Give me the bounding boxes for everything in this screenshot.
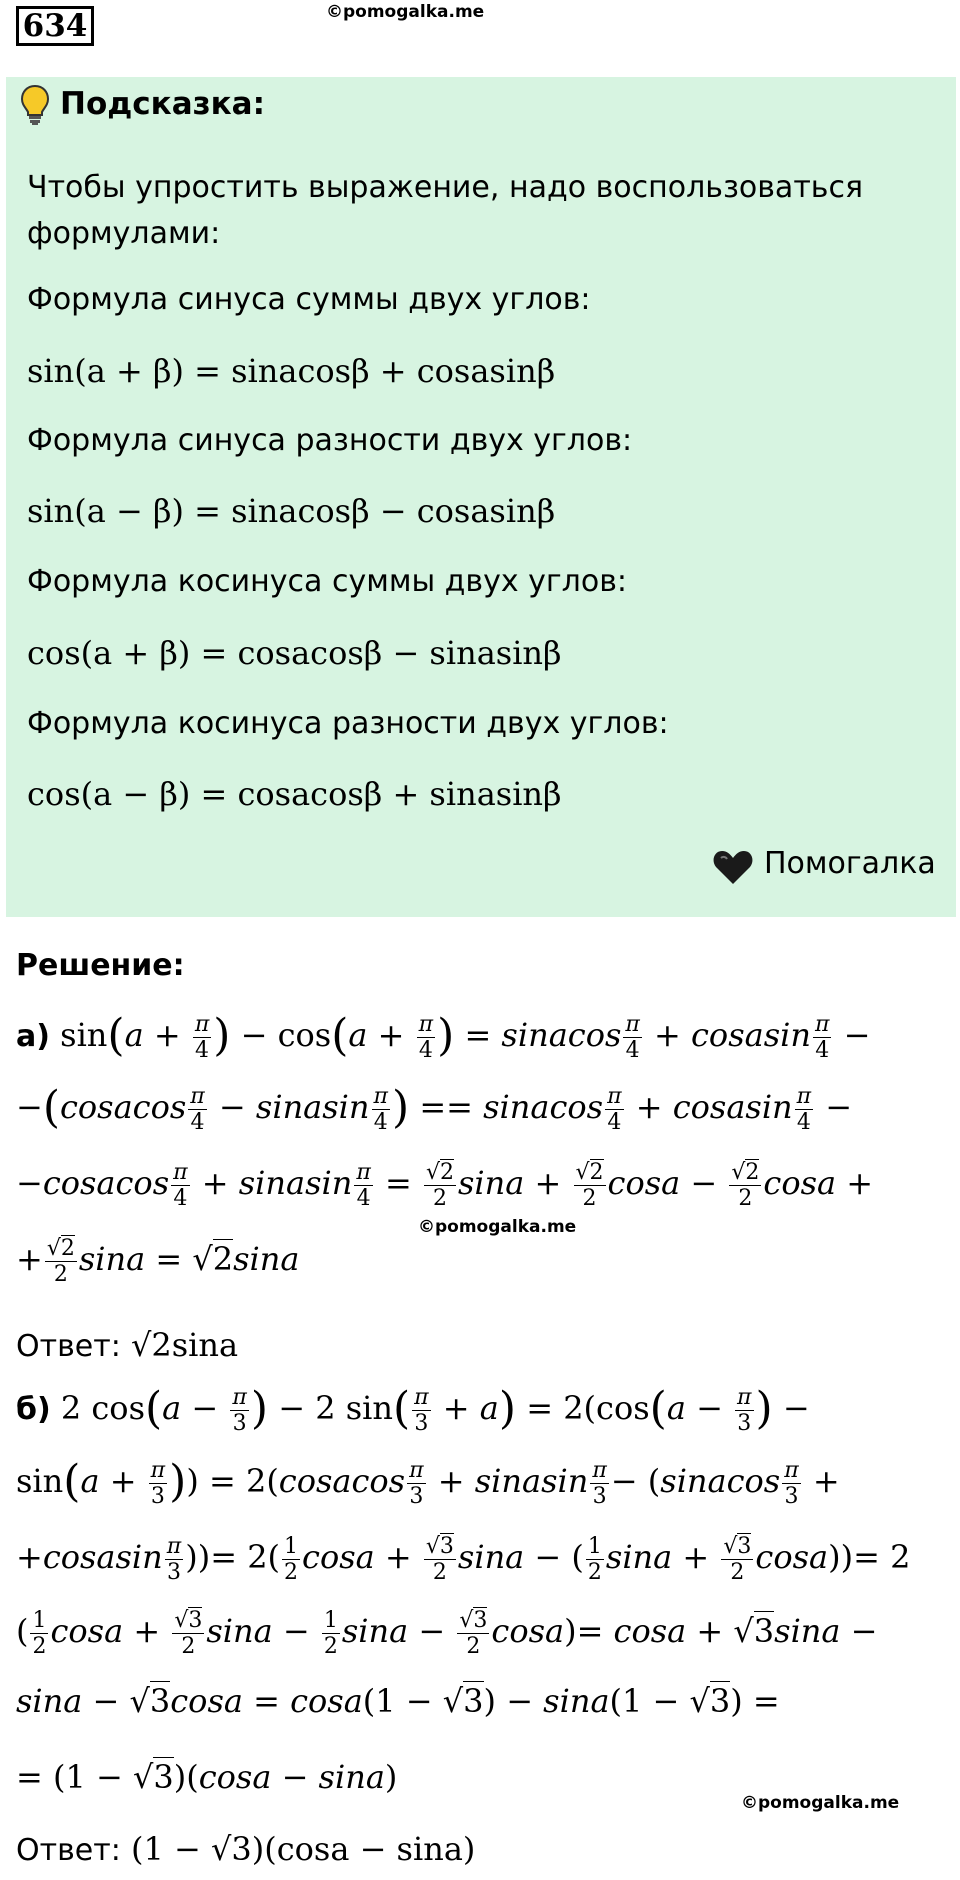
heart-icon: [712, 848, 754, 886]
hint-intro: Чтобы упростить выражение, надо воспользоваться: [27, 170, 864, 205]
part-b-line-6: = (1 − √3)(cosa − sina): [16, 1758, 398, 1796]
hint-title: Подсказка:: [60, 86, 265, 122]
answer-b-label: Ответ:: [16, 1833, 121, 1868]
part-b-line-5: sina − √3cosa = cosa(1 − √3) − sina(1 − √3) =: [16, 1682, 780, 1720]
solution-title: Решение:: [16, 948, 185, 983]
part-a-line-3: −cosacos $\frac{\pi}{4}$ + sinasin $\frac{\pi}{4}$ = $\frac{√2}{2}$ sina + $\frac{√2}{2}$ cosa − $\frac{√2}{2}$ cosa +: [16, 1160, 874, 1211]
formula-3: cos(a + β) = cosacosβ − sinasinβ: [27, 634, 562, 672]
answer-a-label: Ответ:: [16, 1329, 121, 1364]
part-b-answer: [16, 1830, 475, 1868]
part-a-label: а): [16, 1019, 50, 1054]
watermark-bottom: ©pomogalka.me: [741, 1793, 900, 1813]
formula-3-label: Формула косинуса суммы двух углов:: [27, 564, 627, 599]
formula-1: sin(a + β) = sinacosβ + cosasinβ: [27, 352, 556, 390]
formula-4-label: Формула косинуса разности двух углов:: [27, 706, 669, 741]
part-a-line-4: + $\frac{√2}{2}$ sina = √2sina: [16, 1236, 300, 1287]
answer-a-value: √2sina: [130, 1326, 239, 1364]
part-b-line-2: sin(a + $\frac{\pi}{3}$ )) = 2(cosacos $\frac{\pi}{3}$ + sinasin $\frac{\pi}{3}$ − (sinacos $\frac{\pi}{3}$ +: [16, 1456, 840, 1509]
watermark-middle: ©pomogalka.me: [418, 1217, 577, 1237]
part-b-line-4: ( $\frac{1}{2}$ cosa + $\frac{√3}{2}$ sina − $\frac{1}{2}$ sina − $\frac{√3}{2}$ cosa)= cosa + √3sina −: [16, 1608, 878, 1659]
formula-1-label: Формула синуса суммы двух углов:: [27, 282, 591, 317]
formula-2-label: Формула синуса разности двух углов:: [27, 423, 633, 458]
problem-number: 634: [16, 6, 94, 46]
part-a-line-1: а) sin(a + $\frac{\pi}{4}$ ) − cos(a + $\frac{\pi}{4}$ ) = sinacos $\frac{\pi}{4}$ + cosasin $\frac{\pi}{4}$ −: [16, 1010, 871, 1063]
formula-4: cos(a − β) = cosacosβ + sinasinβ: [27, 775, 562, 813]
part-b-label: б): [16, 1392, 51, 1427]
answer-b-value: (1 − √3)(cosa − sina): [130, 1830, 476, 1868]
hint-intro-2: формулами:: [27, 216, 221, 251]
part-a-answer: [16, 1326, 238, 1364]
formula-2: sin(a − β) = sinacosβ − cosasinβ: [27, 492, 556, 530]
lightbulb-icon: [20, 84, 50, 126]
part-a-line-2: −(cosacos $\frac{\pi}{4}$ − sinasin $\frac{\pi}{4}$ ) == sinacos $\frac{\pi}{4}$ + cosasin $\frac{\pi}{4}$ −: [16, 1082, 853, 1135]
part-b-line-3: +cosasin $\frac{\pi}{3}$ ))= 2( $\frac{1}{2}$ cosa + $\frac{√3}{2}$ sina − ( $\frac{1}{2}$ sina + $\frac{√3}{2}$ cosa))= 2: [16, 1534, 911, 1585]
part-b-line-1: б) 2 cos(a − $\frac{\pi}{3}$ ) − 2 sin( $\frac{\pi}{3}$ + a) = 2(cos(a − $\frac{\pi}{3}$ ) −: [16, 1383, 810, 1436]
watermark-top: ©pomogalka.me: [326, 2, 485, 22]
brand-label: Помогалка: [764, 846, 936, 881]
